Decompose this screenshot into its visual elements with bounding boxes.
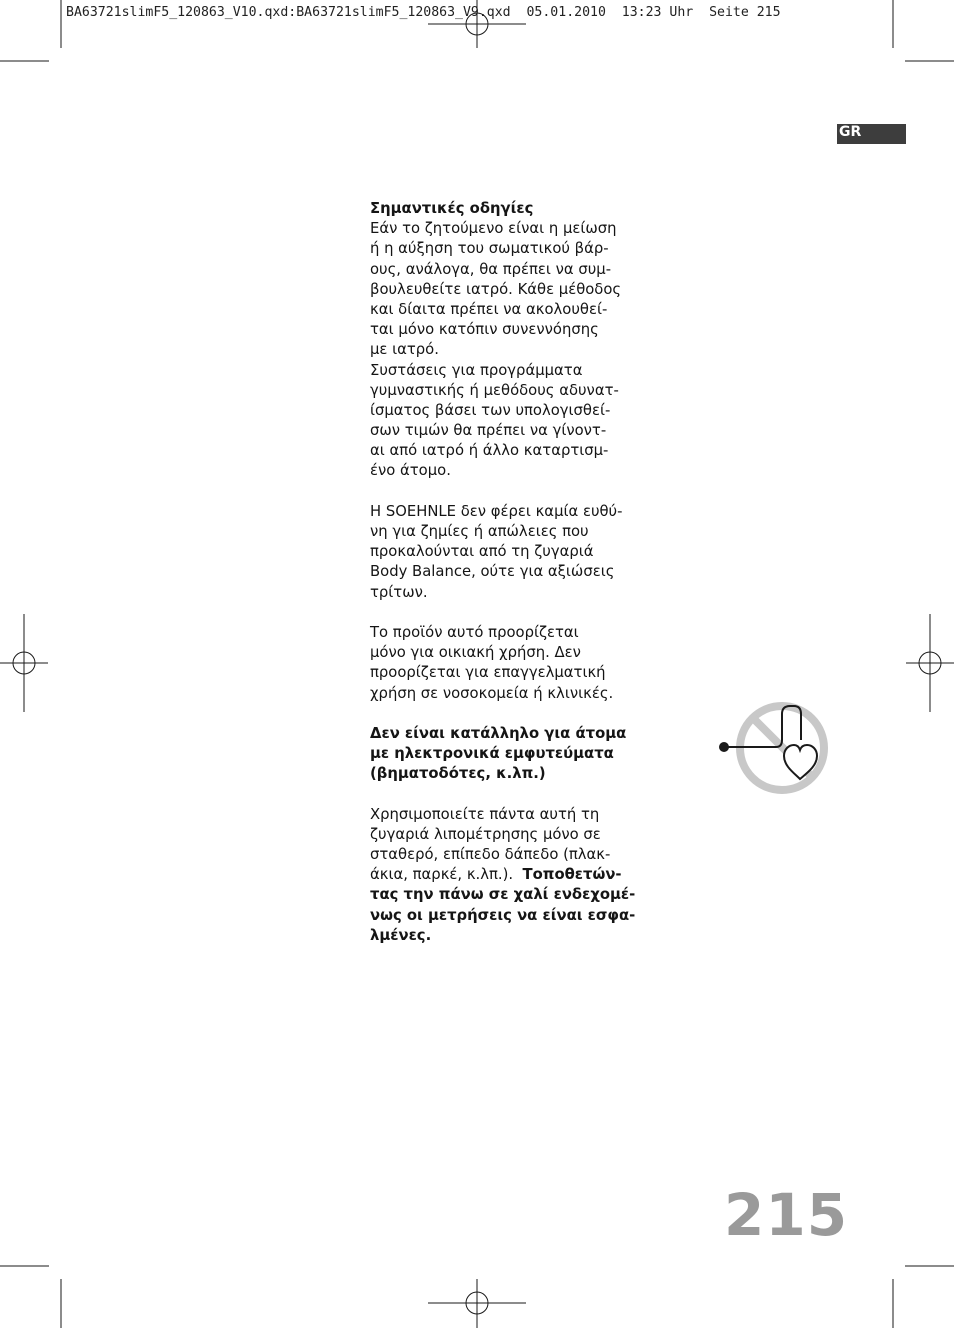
text-line: χρήση σε νοσοκομεία ή κλινικές. bbox=[370, 684, 614, 702]
warning-line: τας την πάνω σε χαλί ενδεχομέ- bbox=[370, 886, 636, 904]
paragraph-floor-surface bbox=[370, 805, 655, 946]
text-normal-part: άκια, παρκέ, κ.λπ.). bbox=[370, 866, 523, 884]
warning-line: με ηλεκτρονικά εμφυτεύματα bbox=[370, 745, 614, 763]
text-line: Το προϊόν αυτό προορίζεται bbox=[370, 623, 579, 641]
text-line: με ιατρό. bbox=[370, 341, 439, 359]
text-line: σταθερό, επίπεδο δάπεδο (πλακ- bbox=[370, 846, 611, 863]
paragraph-medical-advice bbox=[370, 219, 655, 481]
spacer bbox=[370, 704, 655, 724]
text-line-mixed bbox=[370, 865, 655, 885]
warning-line: λμένες. bbox=[370, 926, 432, 944]
text-line: ζυγαριά λιπομέτρησης μόνο σε bbox=[370, 825, 601, 843]
text-line: ένο άτομο. bbox=[370, 462, 451, 480]
text-line: γυμναστικής ή μεθόδους αδυνατ- bbox=[370, 381, 619, 399]
page-number: 215 bbox=[724, 1181, 849, 1249]
warning-line: νως οι μετρήσεις να είναι εσφα- bbox=[370, 906, 636, 924]
spacer bbox=[370, 603, 655, 623]
print-slug-line: BA63721slimF5_120863_V10.qxd:BA63721slimF5_120863_V9.qxd 05.01.2010 13:23 Uhr Seite 215 bbox=[66, 5, 781, 20]
text-line: μόνο για οικιακή χρήση. Δεν bbox=[370, 644, 581, 662]
text-line: ους, ανάλογα, θα πρέπει να συμ- bbox=[370, 260, 612, 278]
warning-line: Δεν είναι κατάλληλο για άτομα bbox=[370, 724, 627, 742]
text-line: Η SOEHNLE δεν φέρει καμία ευθύ- bbox=[370, 502, 623, 520]
text-line: προκαλούνται από τη ζυγαριά bbox=[370, 543, 594, 561]
text-line: Χρησιμοποιείτε πάντα αυτή τη bbox=[370, 805, 600, 823]
text-line: ίσματος βάσει των υπολογισθεί- bbox=[370, 401, 611, 419]
spacer bbox=[370, 482, 655, 502]
warning-line: (βηματοδότες, κ.λπ.) bbox=[370, 765, 546, 783]
text-line: τρίτων. bbox=[370, 583, 428, 601]
text-line: βουλευθείτε ιατρό. Κάθε μέθοδος bbox=[370, 280, 622, 298]
paragraph-pacemaker-warning bbox=[370, 724, 655, 785]
text-line: σων τιμών θα πρέπει να γίνοντ- bbox=[370, 422, 607, 440]
text-line: Body Balance, ούτε για αξιώσεις bbox=[370, 563, 615, 581]
text-line: Συστάσεις για προγράμματα bbox=[370, 361, 583, 379]
text-line: ται μόνο κατόπιν συνεννόησης bbox=[370, 321, 599, 339]
text-line: νη για ζημίες ή απώλειες που bbox=[370, 523, 589, 540]
text-line: ή η αύξηση του σωματικού βάρ- bbox=[370, 240, 609, 258]
paragraph-household-use bbox=[370, 623, 655, 704]
section-heading: Σημαντικές οδηγίες bbox=[370, 200, 534, 217]
no-pacemaker-icon bbox=[712, 700, 837, 800]
text-bold-part: Τοποθετών- bbox=[522, 866, 622, 884]
text-line: Εάν το ζητούμενο είναι η μείωση bbox=[370, 220, 617, 238]
language-tab: GR bbox=[837, 124, 906, 144]
text-line: και δίαιτα πρέπει να ακολουθεί- bbox=[370, 300, 608, 318]
text-line: αι από ιατρό ή άλλο καταρτισμ- bbox=[370, 442, 609, 460]
spacer bbox=[370, 784, 655, 804]
text-line: προορίζεται για επαγγελματική bbox=[370, 664, 606, 682]
paragraph-liability bbox=[370, 502, 655, 603]
safety-instructions bbox=[370, 199, 655, 946]
